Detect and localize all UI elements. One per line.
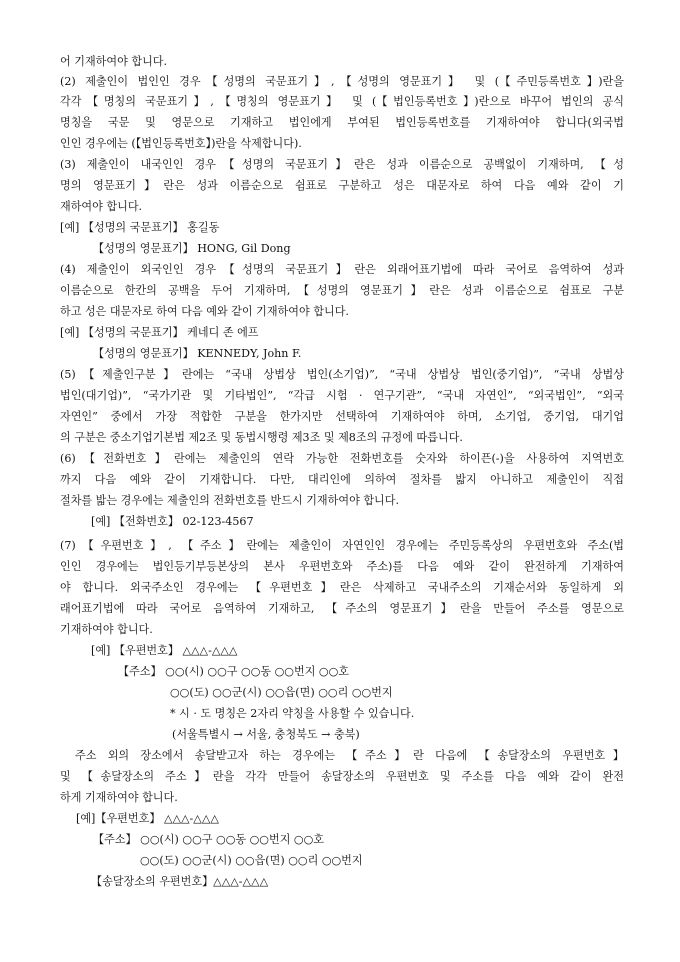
- text-line: 이름순으로 한칸의 공백을 두어 기재하며,【성명의 영문표기】란은 성과 이름순으로 쉼표로 구분: [60, 284, 624, 297]
- text-line: 야 합니다. 외국주소인 경우에는 【우편번호】란은 삭제하고 국내주소의 기재순서와 동일하게 외: [60, 581, 624, 594]
- example-line: ○○(도) ○○군(시) ○○읍(면) ○○리 ○○번지: [140, 854, 363, 867]
- text-line: 재하여야 합니다.: [60, 200, 143, 213]
- text-line: 의 구분은 중소기업기본법 제2조 및 동법시행령 제3조 및 제8조의 규정에 따릅니다.: [60, 431, 463, 444]
- text-line: (4) 제출인이 외국인인 경우【성명의 국문표기】란은 외래어표기법에 따라 국어로 음역하여 성과: [60, 263, 624, 276]
- text-line: 절차를 밟는 경우에는 제출인의 전화번호를 반드시 기재하여야 합니다.: [60, 494, 399, 507]
- text-line: 명의 영문표기】란은 성과 이름순으로 쉼표로 구분하고 성은 대문자로 하여 다음 예와 같이 기: [60, 179, 624, 192]
- text-line: (6)【전화번호】란에는 제출인의 연락 가능한 전화번호를 숫자와 하이픈(-)을 사용하여 지역번호: [60, 452, 624, 465]
- note-line: (서울특별시 → 서울, 충청북도 → 충북): [172, 728, 360, 741]
- text-line: (3) 제출인이 내국인인 경우【성명의 국문표기】란은 성과 이름순으로 공백없이 기재하며, 【성: [60, 158, 624, 171]
- text-line: 자연인” 중에서 가장 적합한 구분을 한가지만 선택하여 기재하여야 하며, 소기업, 중기업, 대기업: [60, 410, 624, 423]
- text-line: 래어표기법에 따라 국어로 음역하여 기재하고, 【주소의 영문표기】란을 만들어 주소를 영문으로: [60, 602, 624, 615]
- example-line: 【성명의 영문표기】 KENNEDY, John F.: [93, 347, 302, 360]
- example-line: 【주소】 ○○(시) ○○구 ○○동 ○○번지 ○○호: [118, 665, 350, 678]
- example-line: [예] 【성명의 국문표기】 케네디 존 에프: [60, 326, 259, 339]
- text-line: 하고 성은 대문자로 하여 다음 예와 같이 기재하여야 합니다.: [60, 305, 349, 318]
- text-line: 하게 기재하여야 합니다.: [60, 791, 178, 804]
- text-line: (2) 제출인이 법인인 경우【성명의 국문표기】,【성명의 영문표기】 및 (【주민등록번호】)란을: [60, 75, 624, 88]
- example-line: [예] 【우편번호】 △△△-△△△: [91, 644, 238, 657]
- text-line: 어 기재하여야 합니다.: [60, 55, 168, 68]
- note-line: * 시 · 도 명칭은 2자리 약칭을 사용할 수 있습니다.: [170, 707, 415, 720]
- example-line: [예] 【전화번호】 02-123-4567: [91, 515, 254, 528]
- text-line: 인인 경우에는 법인등기부등본상의 본사 우편번호와 주소)를 다음 예와 같이 완전하게 기재하여: [60, 560, 624, 573]
- example-line: 【주소】 ○○(시) ○○구 ○○동 ○○번지 ○○호: [93, 833, 325, 846]
- text-line: 명칭을 국문 및 영문으로 기재하고 법인에게 부여된 법인등록번호를 기재하여야 합니다(외국법: [60, 116, 624, 129]
- text-line: (7)【우편번호】, 【주소】란에는 제출인이 자연인인 경우에는 주민등록상의 우편번호와 주소(법: [60, 539, 624, 552]
- example-line: [예]【우편번호】 △△△-△△△: [76, 812, 219, 825]
- text-line: 법인(대기업)”, “국가기관 및 기타법인”, “각급 시험 · 연구기관”, “국내 자연인”, “외국법인”, “외국: [60, 389, 624, 402]
- example-line: 【송달장소의 우편번호】△△△-△△△: [91, 875, 269, 888]
- text-line: 까지 다음 예와 같이 기재합니다. 다만, 대리인에 의하여 절차를 밟지 아니하고 제출인이 직접: [60, 473, 624, 486]
- example-line: [예] 【성명의 국문표기】 홍길동: [60, 221, 220, 234]
- text-line: 및 【송달장소의 주소】란을 각각 만들어 송달장소의 우편번호 및 주소를 다음 예와 같이 완전: [60, 770, 624, 783]
- example-line: ○○(도) ○○군(시) ○○읍(면) ○○리 ○○번지: [170, 686, 393, 699]
- text-line: 기재하여야 합니다.: [60, 623, 153, 636]
- text-line: 인인 경우에는 (【법인등록번호】)란을 삭제합니다).: [60, 137, 302, 150]
- example-line: 【성명의 영문표기】 HONG, Gil Dong: [93, 242, 291, 255]
- text-line: 각각【명칭의 국문표기】,【명칭의 영문표기】 및 (【법인등록번호】)란으로 바꾸어 법인의 공식: [60, 95, 624, 108]
- text-line: (5)【제출인구분】란에는 “국내 상법상 법인(소기업)”, “국내 상법상 법인(중기업)”, “국내 상법상: [60, 368, 624, 381]
- text-line: 주소 외의 장소에서 송달받고자 하는 경우에는 【주소】란 다음에 【송달장소의 우편번호】: [75, 749, 624, 762]
